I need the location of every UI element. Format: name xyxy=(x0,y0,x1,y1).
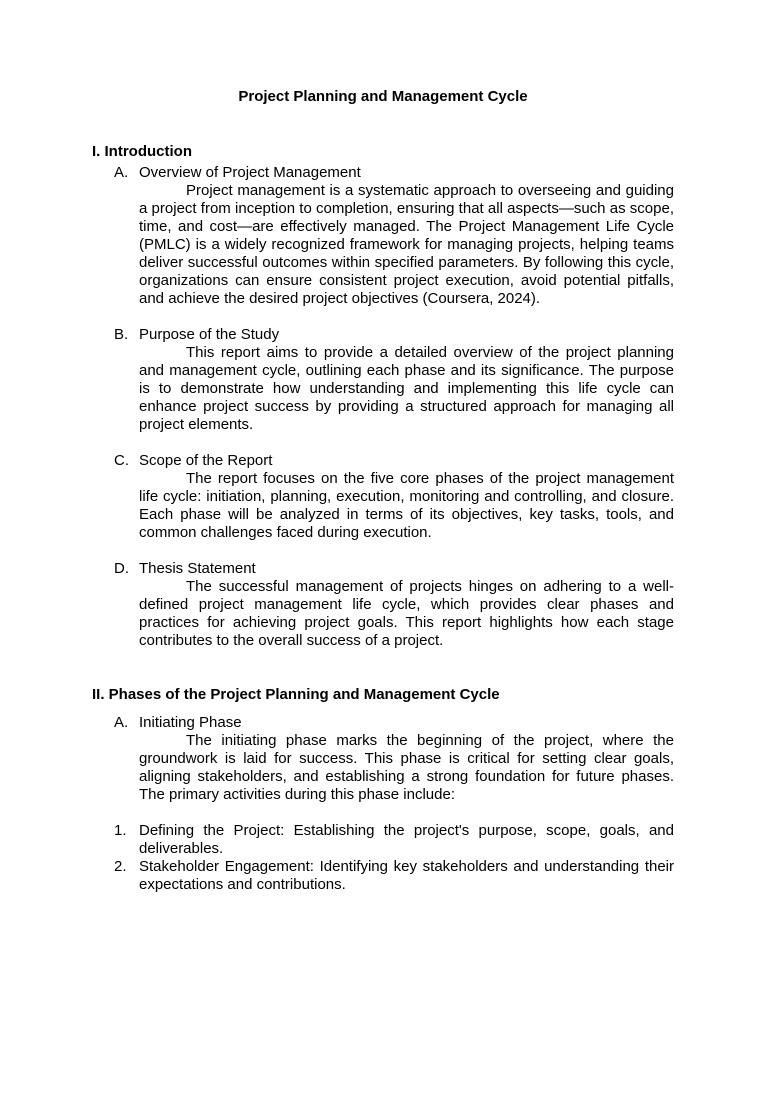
document-title: Project Planning and Management Cycle xyxy=(238,88,528,105)
subsection-header xyxy=(114,714,674,732)
subsection-heading: Initiating Phase xyxy=(139,714,242,731)
subsection-body: The report focuses on the five core phases of the project management life cycle: initiation, planning, execution, monitoring and controlling, and closure. Each phase will be analyzed in terms of its objectives, key tasks, tools, and common challenges faced during execution. xyxy=(139,470,674,541)
section-heading-introduction: I. Introduction xyxy=(92,143,192,160)
subsection-heading: Overview of Project Management xyxy=(139,164,361,181)
subsection-header xyxy=(114,452,674,470)
subsection-scope xyxy=(114,452,674,542)
list-item xyxy=(114,858,674,894)
subsection-body: Project management is a systematic approach to overseeing and guiding a project from inception to completion, ensuring that all aspects—such as scope, time, and cost—are effectively managed. The Project Management Life Cycle (PMLC) is a widely recognized framework for managing projects, helping teams deliver successful outcomes within specified parameters. By following this cycle, organizations can ensure consistent project execution, avoid potential pitfalls, and achieve the desired project objectives (Coursera, 2024). xyxy=(139,182,674,307)
subsection-body: The successful management of projects hinges on adhering to a well-defined project management life cycle, which provides clear phases and practices for achieving project goals. This report highlights how each stage contributes to the overall success of a project. xyxy=(139,578,674,649)
numbered-list xyxy=(114,822,674,894)
subsection-purpose xyxy=(114,326,674,434)
list-marker: 2. xyxy=(114,858,127,875)
subsection-letter: B. xyxy=(114,326,129,343)
subsection-thesis xyxy=(114,560,674,650)
list-item-text: Defining the Project: Establishing the project's purpose, scope, goals, and deliverables. xyxy=(139,822,674,857)
subsection-heading: Thesis Statement xyxy=(139,560,256,577)
section-heading-phases: II. Phases of the Project Planning and Management Cycle xyxy=(92,686,500,703)
list-marker: 1. xyxy=(114,822,127,839)
subsection-initiating-phase xyxy=(114,714,674,804)
subsection-letter: C. xyxy=(114,452,129,469)
document-page xyxy=(0,88,768,1112)
subsection-heading: Scope of the Report xyxy=(139,452,273,469)
subsection-header xyxy=(114,560,674,578)
subsection-header xyxy=(114,164,674,182)
subsection-overview xyxy=(114,164,674,308)
subsection-body: This report aims to provide a detailed overview of the project planning and management cycle, outlining each phase and its significance. The purpose is to demonstrate how understanding and implementing this life cycle can enhance project success by providing a structured approach for managing all project elements. xyxy=(139,344,674,433)
subsection-heading: Purpose of the Study xyxy=(139,326,280,343)
subsection-letter: A. xyxy=(114,164,129,181)
subsection-body: The initiating phase marks the beginning of the project, where the groundwork is laid for success. This phase is critical for setting clear goals, aligning stakeholders, and establishing a strong foundation for future phases. The primary activities during this phase include: xyxy=(139,732,674,803)
subsection-letter: D. xyxy=(114,560,129,577)
subsection-letter: A. xyxy=(114,714,129,731)
list-item xyxy=(114,822,674,858)
subsection-header xyxy=(114,326,674,344)
list-item-text: Stakeholder Engagement: Identifying key stakeholders and understanding their expectations and contributions. xyxy=(139,858,674,893)
